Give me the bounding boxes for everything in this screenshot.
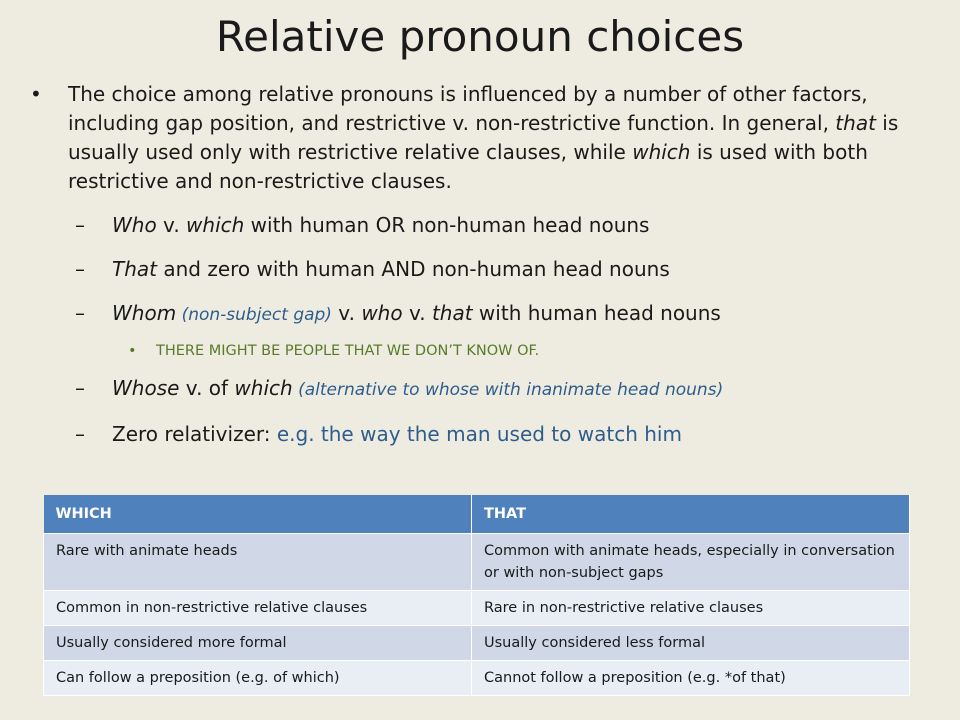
sub-item-text: v. <box>156 213 187 237</box>
sub-item-text: That <box>112 257 157 281</box>
table-cell: Common with animate heads, especially in conversation or with non-subject gaps <box>472 534 910 591</box>
table-row <box>44 591 910 626</box>
main-bullet-text-1: The choice among relative pronouns is influenced by a number of other factors, including gap position, and restrictive v. non-restrictive function. In general, <box>68 82 868 135</box>
sub-item-whose <box>30 374 935 405</box>
bullet-icon: • <box>30 82 42 106</box>
sub-item-text: Who <box>112 213 157 237</box>
main-bullet-text-3: is used with both restrictive and non-restrictive clauses. <box>68 140 868 193</box>
table-cell: Can follow a preposition (e.g. of which) <box>44 661 472 696</box>
comparison-table <box>43 495 910 696</box>
sub-item-text: who <box>361 301 403 325</box>
dash-icon: – <box>75 422 85 446</box>
dash-icon: – <box>75 257 85 281</box>
sub-item-that-zero <box>30 255 935 284</box>
slide-title: Relative pronoun choices <box>215 12 745 61</box>
main-bullet-which: which <box>632 140 691 164</box>
sub-item-text: which <box>234 376 293 400</box>
sub-item-text: that <box>431 301 473 325</box>
sub-item-text: v. <box>331 301 362 325</box>
sub-item-text: and zero with human AND non-human head nouns <box>157 257 670 281</box>
dash-icon: – <box>75 213 85 237</box>
sub-item-text: which <box>186 213 245 237</box>
table-cell: Usually considered less formal <box>472 626 910 661</box>
table-cell: Cannot follow a preposition (e.g. *of that) <box>472 661 910 696</box>
sub-item-text: Whom <box>112 301 177 325</box>
header-which: WHICH <box>44 495 472 534</box>
table-cell: Common in non-restrictive relative clauses <box>44 591 472 626</box>
sub-item-note: (non-subject gap) <box>176 305 332 325</box>
sub-item-text: Whose <box>112 376 180 400</box>
sub-item-example: e.g. the way the man used to watch him <box>276 422 682 446</box>
sub-item-text: v. of <box>179 376 235 400</box>
sub-item-note: (alternative to whose with inanimate head nouns) <box>292 380 724 400</box>
sub-item-text: with human OR non-human head nouns <box>244 213 650 237</box>
sub-item-text: Zero relativizer: <box>112 422 277 446</box>
table-row <box>44 661 910 696</box>
header-that: THAT <box>472 495 910 534</box>
sub-item-who-which <box>30 211 935 240</box>
table-cell: Usually considered more formal <box>44 626 472 661</box>
main-bullet <box>30 80 935 196</box>
main-bullet-text-2: is usually used only with restrictive relative clauses, while <box>68 111 899 164</box>
dash-icon: – <box>75 376 85 400</box>
slide-content <box>30 80 935 449</box>
example-note <box>30 340 935 362</box>
table-cell: Rare in non-restrictive relative clauses <box>472 591 910 626</box>
sub-item-text: with human head nouns <box>472 301 721 325</box>
table-row <box>44 626 910 661</box>
dash-icon: – <box>75 301 85 325</box>
table-row <box>44 534 910 591</box>
bullet-icon: • <box>128 343 137 359</box>
example-note-text: THERE MIGHT BE PEOPLE THAT WE DON’T KNOW OF. <box>156 343 540 359</box>
table-header-row <box>44 495 910 534</box>
table-cell: Rare with animate heads <box>44 534 472 591</box>
main-bullet-that: that <box>835 111 876 135</box>
sub-item-whom <box>30 299 935 330</box>
sub-item-zero-relativizer <box>30 420 935 449</box>
sub-item-text: v. <box>402 301 432 325</box>
